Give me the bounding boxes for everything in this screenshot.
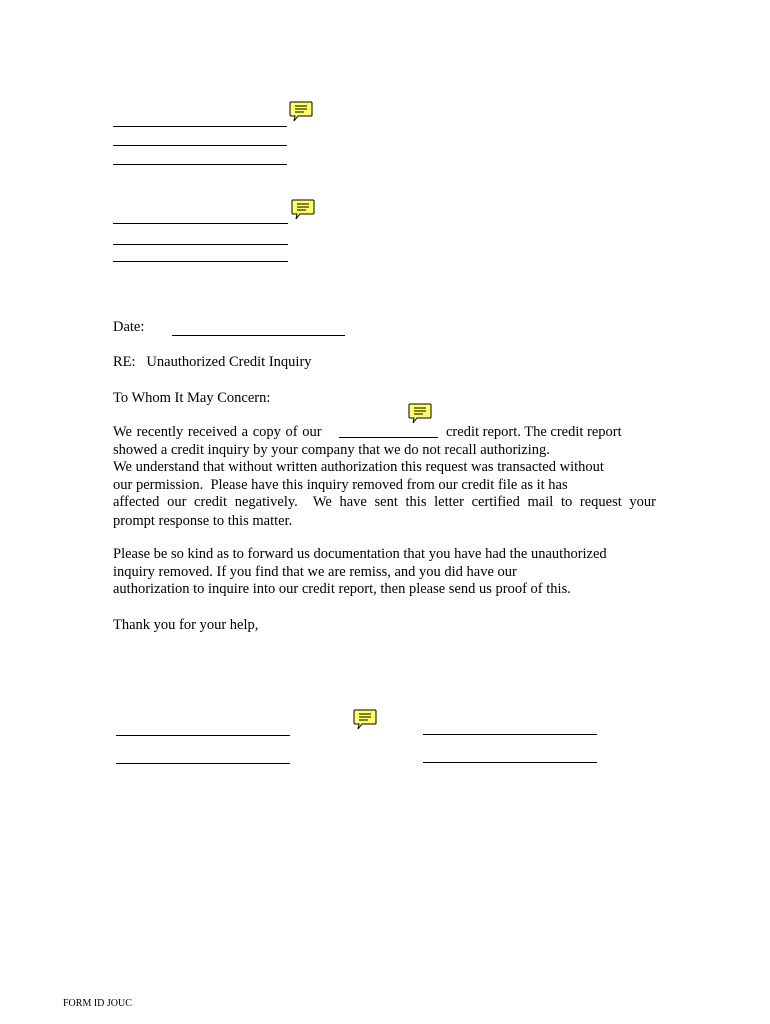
closing: Thank you for your help,	[113, 617, 259, 633]
sender-address-line-3[interactable]	[113, 164, 287, 165]
paragraph1-line6: prompt response to this matter.	[113, 513, 293, 529]
signature-line-left-1[interactable]	[116, 735, 290, 736]
comment-note-icon[interactable]	[289, 101, 313, 123]
paragraph1-line4: our permission. Please have this inquiry removed from our credit file as it has	[113, 477, 568, 493]
signature-line-right-1[interactable]	[423, 734, 597, 735]
paragraph1-line1-end: credit report. The credit report	[446, 424, 622, 440]
recipient-address-line-3[interactable]	[113, 261, 288, 262]
salutation: To Whom It May Concern:	[113, 390, 271, 406]
sender-address-line-2[interactable]	[113, 145, 287, 146]
signature-line-right-2[interactable]	[423, 762, 597, 763]
comment-note-icon[interactable]	[408, 403, 432, 425]
paragraph1-line5: affected our credit negatively. We have sent this letter certified mail to request your	[113, 494, 656, 510]
paragraph2-line3: authorization to inquire into our credit report, then please send us proof of this.	[113, 581, 571, 597]
date-field[interactable]	[172, 335, 345, 336]
paragraph1-line1-start: We recently received a copy of our	[113, 424, 322, 440]
paragraph1-line3: We understand that without written authorization this request was transacted without	[113, 459, 604, 475]
comment-note-icon[interactable]	[353, 709, 377, 731]
comment-note-icon[interactable]	[291, 199, 315, 221]
recipient-address-line-1[interactable]	[113, 223, 288, 224]
credit-bureau-field[interactable]	[339, 437, 438, 438]
paragraph2-line1: Please be so kind as to forward us documentation that you have had the unauthorized	[113, 546, 607, 562]
recipient-address-line-2[interactable]	[113, 244, 288, 245]
paragraph1-line2: showed a credit inquiry by your company that we do not recall authorizing.	[113, 442, 550, 458]
date-label: Date:	[113, 319, 145, 335]
sender-address-line-1[interactable]	[113, 126, 287, 127]
signature-line-left-2[interactable]	[116, 763, 290, 764]
paragraph2-line2: inquiry removed. If you find that we are remiss, and you did have our	[113, 564, 517, 580]
subject-line: RE: Unauthorized Credit Inquiry	[113, 354, 312, 370]
form-id-footer: FORM ID JOUC	[63, 998, 132, 1009]
